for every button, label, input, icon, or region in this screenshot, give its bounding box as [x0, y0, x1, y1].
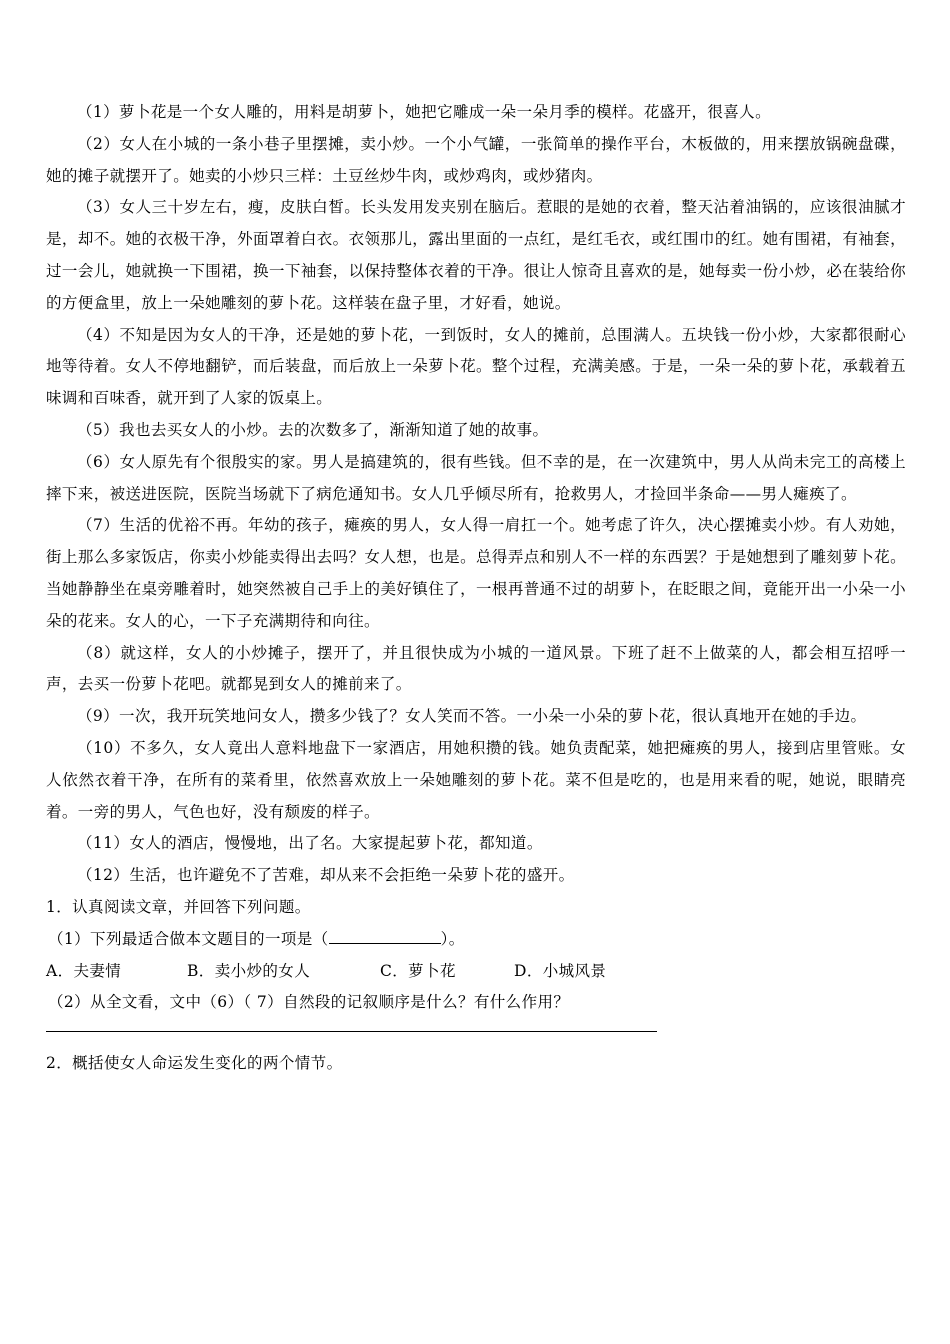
paragraph-9: （9）一次，我开玩笑地问女人，攒多少钱了？女人笑而不答。一小朵一小朵的萝卜花，很认真地开在她的手边。 [77, 707, 867, 726]
paragraph-12: （12）生活，也许避免不了苦难，却从来不会拒绝一朵萝卜花的盛开。 [77, 866, 575, 885]
question-2-title: 2．概括使女人命运发生变化的两个情节。 [46, 1054, 343, 1073]
questions-section [46, 892, 906, 1080]
paragraph-1: （1）萝卜花是一个女人雕的，用料是胡萝卜，她把它雕成一朵一朵月季的模样。花盛开，很喜人。 [77, 103, 771, 121]
question-1-1-prompt: （1）下列最适合做本文题目的一项是（ [48, 929, 329, 948]
paragraph-6: （6）女人原先有个很殷实的家。男人是搞建筑的，很有些钱。但不幸的是，在一次建筑中，男人从尚未完工的高楼上摔下来，被送进医院，医院当场就下了病危通知书。女人几乎倾尽所有，抢救男人，才捡回半条命——男人瘫痪了。 [46, 452, 906, 503]
paragraph-7: （7）生活的优裕不再。年幼的孩子，瘫痪的男人，女人得一肩扛一个。她考虑了许久，决心摆摊卖小炒。有人劝她，街上那么多家饭店，你卖小炒能卖得出去吗？女人想，也是。总得弄点和别人不一样的东西罢？于是她想到了雕刻萝卜花。当她静静坐在桌旁雕着时，她突然被自己手上的美好镇住了，一根再普通不过的胡萝卜，在眨眼之间，竟能开出一小朵一小朵的花来。女人的心，一下子充满期待和向往。 [46, 516, 906, 630]
question-1-1-options [46, 956, 906, 988]
question-1-1-close: ）。 [440, 929, 465, 948]
option-d[interactable]: D．小城风景 [514, 961, 607, 980]
paragraph-2: （2）女人在小城的一条小巷子里摆摊，卖小炒。一个小气罐，一张简单的操作平台，木板做的，用来摆放锅碗盘碟，她的摊子就摆开了。她卖的小炒只三样：土豆丝炒牛肉，或炒鸡肉，或炒猪肉。 [46, 134, 906, 185]
paragraph-5: （5）我也去买女人的小炒。去的次数多了，渐渐知道了她的故事。 [77, 420, 549, 439]
passage [46, 97, 906, 892]
option-b[interactable]: B．卖小炒的女人 [187, 961, 311, 980]
option-a[interactable]: A．夫妻情 [46, 961, 122, 980]
paragraph-10: （10）不多久，女人竟出人意料地盘下一家酒店，用她积攒的钱。她负责配菜，她把瘫痪的男人，接到店里管账。女人依然衣着干净，在所有的菜肴里，依然喜欢放上一朵她雕刻的萝卜花。菜不但是吃的，也是用来看的呢，她说，眼睛亮着。一旁的男人，气色也好，没有颓废的样子。 [46, 738, 906, 821]
paragraph-3: （3）女人三十岁左右，瘦，皮肤白皙。长头发用发夹别在脑后。惹眼的是她的衣着，整天沾着油锅的，应该很油腻才是，却不。她的衣极干净，外面罩着白衣。衣领那儿，露出里面的一点红，是红毛衣，或红围巾的红。她有围裙，有袖套，过一会儿，她就换一下围裙，换一下袖套，以保持整体衣着的干净。很让人惊奇且喜欢的是，她每卖一份小炒，必在装给你的方便盒里，放上一朵她雕刻的萝卜花。这样装在盘子里，才好看，她说。 [46, 198, 906, 312]
answer-line[interactable] [46, 1019, 657, 1032]
paragraph-8: （8）就这样，女人的小炒摊子，摆开了，并且很快成为小城的一道风景。下班了赶不上做菜的人，都会相互招呼一声，去买一份萝卜花吧。就都晃到女人的摊前来了。 [46, 643, 906, 694]
question-1-1 [46, 924, 906, 956]
question-1-title: 1．认真阅读文章，并回答下列问题。 [46, 897, 311, 916]
option-c[interactable]: C．萝卜花 [380, 961, 456, 980]
paragraph-4: （4）不知是因为女人的干净，还是她的萝卜花，一到饭时，女人的摊前，总围满人。五块钱一份小炒，大家都很耐心地等待着。女人不停地翻铲，而后装盘，而后放上一朵萝卜花。整个过程，充满美感。于是，一朵一朵的萝卜花，承载着五味调和百味香，就开到了人家的饭桌上。 [46, 325, 906, 408]
document-page [46, 97, 906, 1080]
answer-blank[interactable] [329, 929, 441, 944]
question-1-2: （2）从全文看，文中（6）（ 7）自然段的记叙顺序是什么？有什么作用？ [48, 993, 570, 1012]
paragraph-11: （11）女人的酒店，慢慢地，出了名。大家提起萝卜花，都知道。 [77, 834, 543, 853]
spacer [46, 1032, 906, 1048]
